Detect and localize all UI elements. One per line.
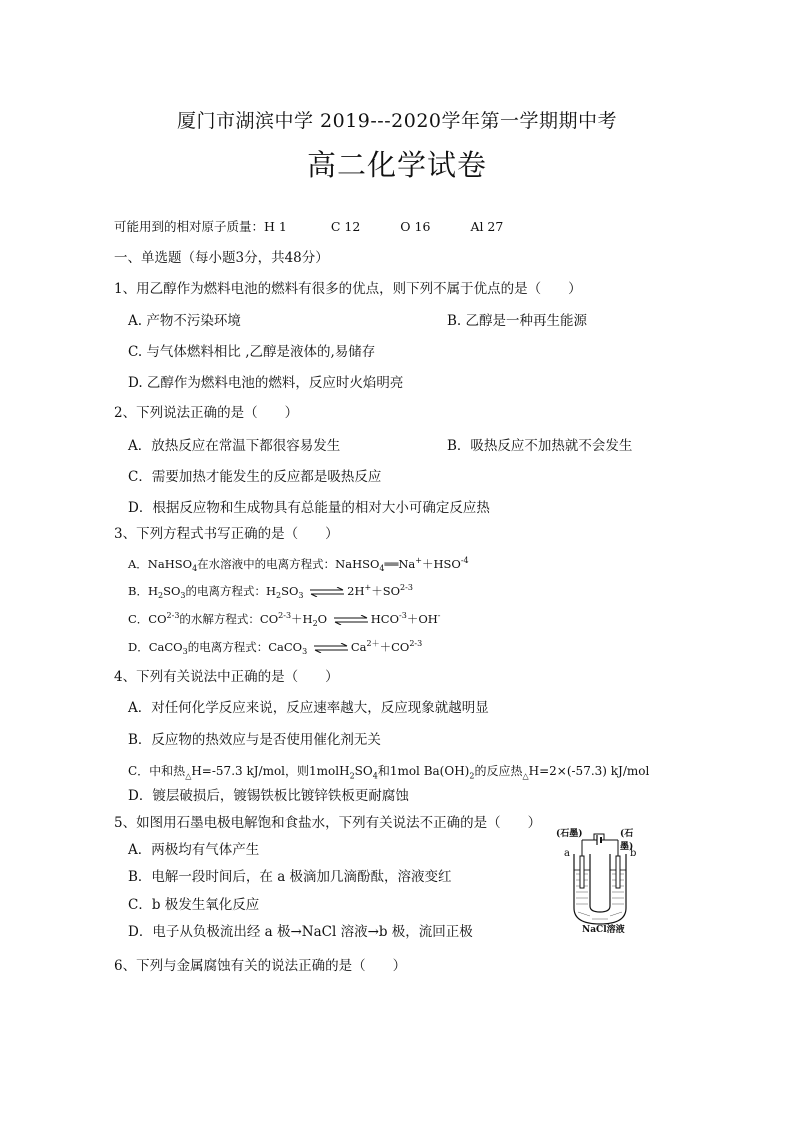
atomic-mass-h: H 1	[264, 219, 287, 234]
q3d-prod2: ＋CO	[379, 639, 410, 654]
q3b-sup2: 2-3	[400, 583, 413, 592]
q2-stem: 2、下列说法正确的是（ ）	[114, 405, 299, 421]
q3a-sup2: -4	[460, 556, 469, 565]
q3b-text: B．H	[128, 583, 158, 598]
q3c-sup2: 2-3	[278, 611, 292, 620]
right-electrode-label: (石墨)	[620, 829, 634, 852]
q3d-text: D．CaCO	[128, 639, 183, 654]
q4c-delta: △	[185, 771, 192, 781]
q2-option-c: C．需要加热才能发生的反应都是吸热反应	[128, 469, 382, 485]
q3d-sup2: 2-3	[409, 639, 423, 648]
left-electrode-label: (石墨)	[556, 829, 583, 839]
atomic-mass-label: 可能用到的相对原子质量：	[114, 219, 265, 234]
electrolysis-figure	[556, 828, 640, 936]
q3a-text: A．NaHSO	[128, 556, 193, 571]
q1-option-c: C. 与气体燃料相比 ,乙醇是液体的,易储存	[128, 344, 376, 360]
q3c-prod: HCO	[370, 611, 400, 626]
atomic-mass-o: O 16	[400, 219, 431, 234]
q3d-prod: Ca	[350, 639, 367, 654]
q4c-delta2: △	[522, 771, 529, 781]
reversible-arrow-icon	[313, 643, 349, 653]
q3-stem: 3、下列方程式书写正确的是（ ）	[114, 526, 339, 542]
atomic-mass-al: Al 27	[470, 219, 504, 234]
q5-stem: 5、如图用石墨电极电解饱和食盐水，下列有关说法不正确的是（ ）	[114, 815, 542, 831]
q2-option-d: D．根据反应物和生成物具有总能量的相对大小可确定反应热	[128, 500, 490, 516]
q3a-eq: ══Na	[384, 556, 416, 571]
q3b-text3: SO	[281, 583, 299, 598]
q3b-sup1: +	[364, 583, 372, 592]
exam-school-title: 厦门市湖滨中学 2019---2020学年第一学期期中考	[176, 110, 617, 132]
q3c-text2: 的水解方程式：CO	[179, 611, 279, 626]
q4c-text: C．中和热	[128, 764, 186, 778]
reversible-arrow-icon	[309, 587, 345, 597]
q3b-prod: 2H	[347, 583, 365, 598]
electrode-a-label: a	[564, 848, 570, 859]
q1-option-a: A. 产物不污染环境	[128, 313, 241, 329]
atomic-mass-line	[114, 219, 503, 235]
q4c-text4: 和1mol Ba(OH)	[377, 764, 470, 778]
q3a-sup: +	[415, 556, 422, 565]
q3c-prod2: ＋OH	[406, 611, 438, 626]
q2-option-b: B．吸热反应不加热就不会发生	[447, 438, 633, 454]
q4c-text2: H=-57.3 kJ/mol，则1molH	[191, 764, 350, 778]
q3b-text1: SO	[163, 583, 181, 598]
q3a-sub2: 4	[379, 564, 385, 574]
q2-option-a: A．放热反应在常温下都很容易发生	[128, 438, 341, 454]
q4c-sub3: 2	[469, 771, 475, 781]
q3a-sub: 4	[192, 564, 198, 574]
nacl-solution-label: NaCl溶液	[582, 925, 625, 935]
q3b-sub2: 3	[180, 591, 186, 601]
q3b-sub1: 2	[157, 591, 164, 601]
q4c-text3: SO	[354, 764, 373, 778]
section-heading: 一、单选题（每小题3分，共48分）	[114, 250, 329, 266]
q3-option-c	[128, 608, 441, 632]
q6-stem: 6、下列与金属腐蚀有关的说法正确的是（ ）	[114, 958, 407, 974]
q3a-end: ＋HSO	[422, 556, 461, 571]
q4c-sub1: 2	[349, 771, 355, 781]
q3a-text2: 在水溶液中的电离方程式：NaHSO	[197, 556, 380, 571]
q5-option-c: C．b 极发生氧化反应	[128, 897, 260, 913]
q3c-sup1: 2-3	[166, 611, 180, 620]
electrode-b-label: b	[630, 848, 637, 859]
q3b-text2: 的电离方程式：H	[185, 583, 277, 598]
q3c-sup3: -3	[399, 611, 407, 620]
q3-option-d	[128, 636, 422, 660]
q4-option-a: A．对任何化学反应来说，反应速率越大，反应现象就越明显	[128, 700, 489, 716]
atomic-mass-c: C 12	[330, 219, 361, 234]
q5-option-a: A．两极均有气体产生	[128, 842, 260, 858]
q1-option-d: D. 乙醇作为燃料电池的燃料，反应时火焰明亮	[128, 375, 404, 391]
q4-option-b: B．反应物的热效应与是否使用催化剂无关	[128, 732, 381, 748]
q1-stem: 1、用乙醇作为燃料电池的燃料有很多的优点，则下列不属于优点的是（ ）	[114, 281, 582, 297]
q3c-sub1: 2	[312, 619, 318, 629]
q3b-prod2: ＋SO	[371, 583, 401, 598]
reversible-arrow-icon	[333, 615, 369, 625]
q3c-sup4: -	[437, 611, 441, 620]
q3c-text: C．CO	[128, 611, 167, 626]
q3d-sub2: 3	[302, 647, 308, 657]
q3d-text2: 的电离方程式：CaCO	[187, 639, 303, 654]
q5-option-b: B．电解一段时间后，在 a 极滴加几滴酚酞，溶液变红	[128, 869, 452, 885]
q3-option-b	[128, 580, 413, 604]
q4c-text5: 的反应热	[474, 764, 523, 778]
q3-option-a	[128, 553, 469, 577]
exam-subject-title: 高二化学试卷	[306, 148, 487, 182]
q3b-sub3: 2	[276, 591, 282, 601]
q4c-sub2: 4	[372, 771, 378, 781]
q4-stem: 4、下列有关说法中正确的是（ ）	[114, 669, 339, 685]
q3d-sub1: 3	[182, 647, 188, 657]
q4-option-c	[128, 763, 649, 784]
q5-option-d: D．电子从负极流出经 a 极→NaCl 溶液→b 极，流回正极	[128, 924, 473, 940]
q3b-sub4: 3	[298, 591, 304, 601]
q3c-text4: O	[317, 611, 328, 626]
q1-option-b: B. 乙醇是一种再生能源	[447, 313, 588, 329]
q4-option-d: D．镀层破损后，镀锡铁板比镀锌铁板更耐腐蚀	[128, 788, 409, 804]
q3c-text3: ＋H	[291, 611, 313, 626]
q3d-sup1: 2＋	[366, 639, 380, 648]
q4c-end: H=2×(-57.3) kJ/mol	[528, 764, 650, 778]
